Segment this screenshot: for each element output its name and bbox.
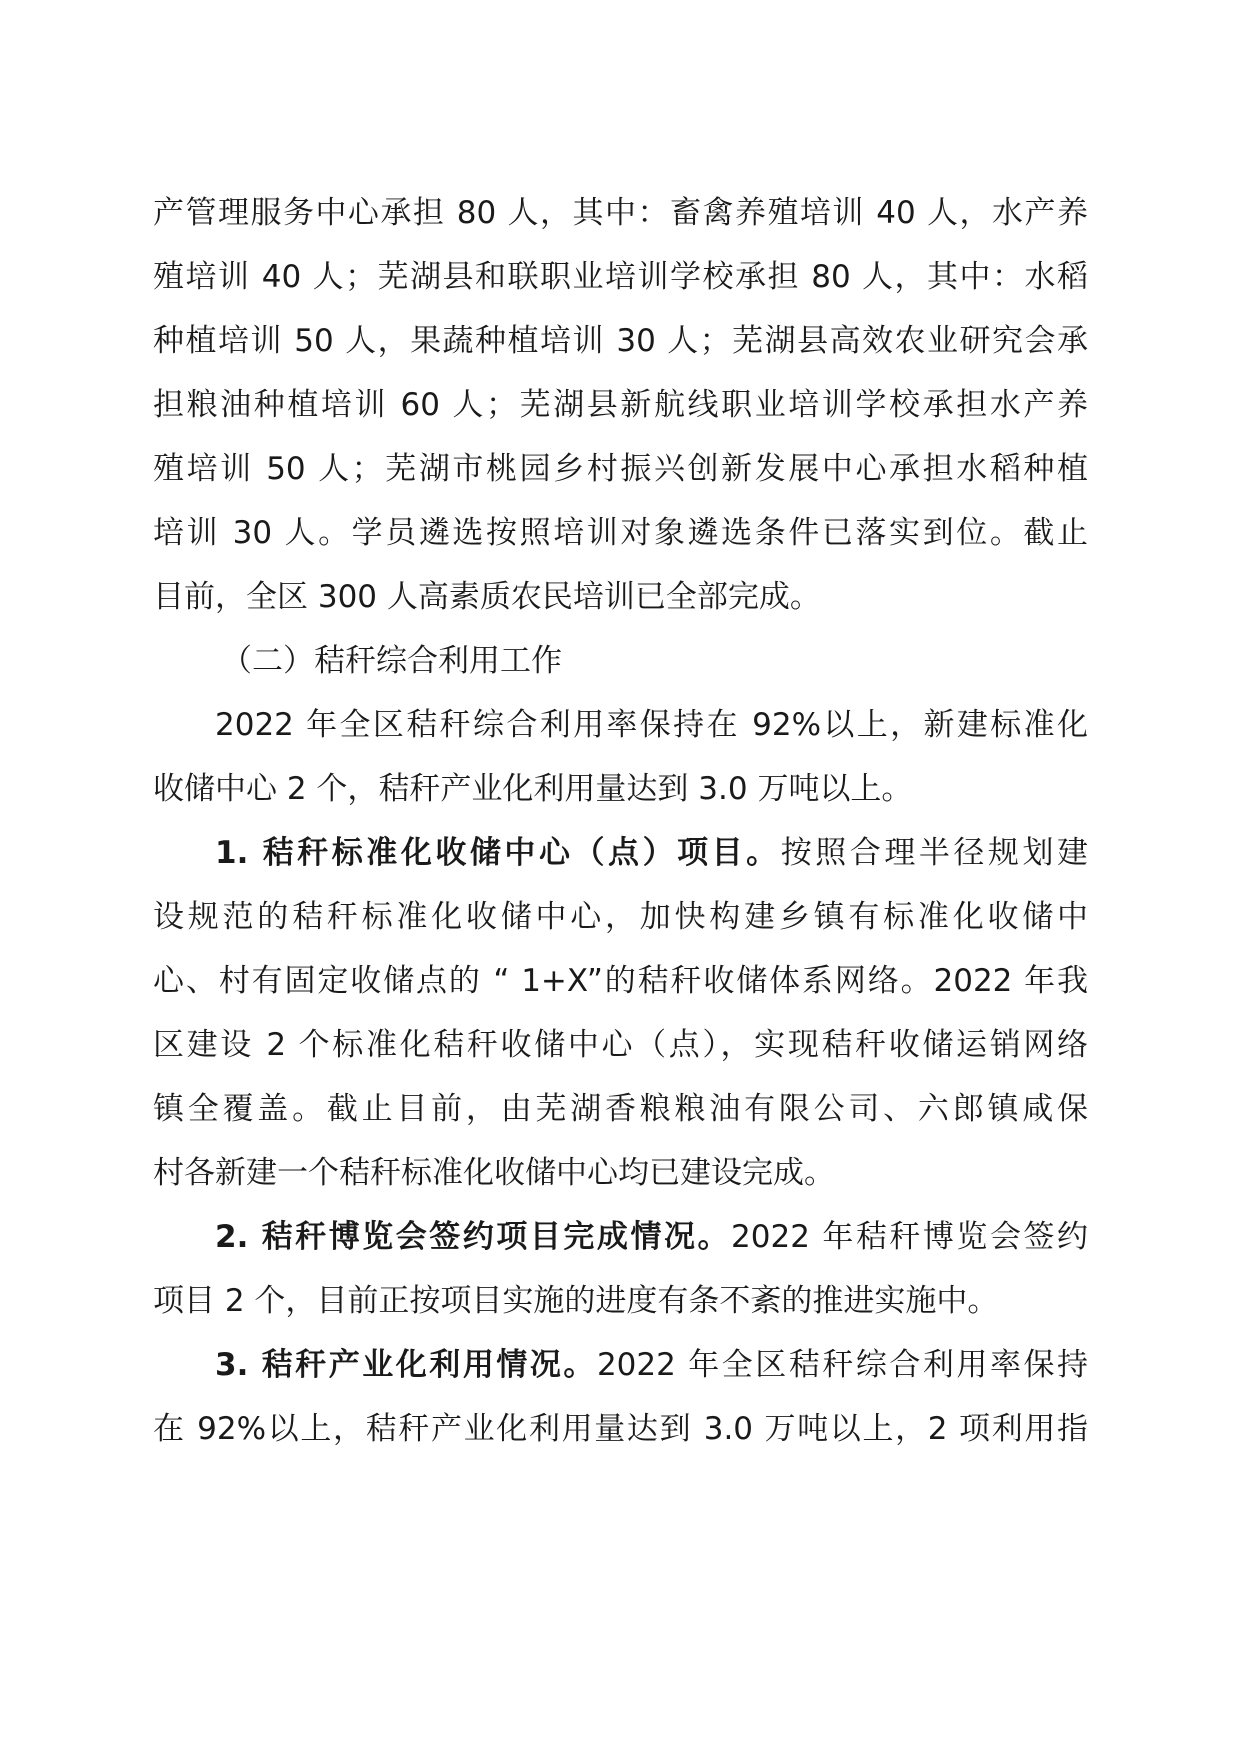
text-line: 目前，全区 300 人高素质农民培训已全部完成。 — [153, 579, 821, 615]
item-expo-projects — [153, 1205, 1088, 1333]
paragraph-straw-summary — [153, 693, 1088, 821]
text-line: 殖培训 50 人；芜湖市桃园乡村振兴创新发展中心承担水稻种植 — [153, 451, 1088, 487]
paragraph-training — [153, 181, 1088, 629]
text-line: 种植培训 50 人，果蔬种植培训 30 人；芜湖县高效农业研究会承 — [153, 323, 1088, 359]
text-line: 区建设 2 个标准化秸秆收储中心（点），实现秸秆收储运销网络 — [153, 1027, 1088, 1063]
item-industrial-utilization — [153, 1333, 1088, 1461]
item-title: 1. 秸秆标准化收储中心（点）项目。 — [215, 835, 781, 871]
item-title: 2. 秸秆博览会签约项目完成情况。 — [215, 1219, 732, 1255]
item-text: 2022 年全区秸秆综合利用率保持 — [596, 1347, 1089, 1383]
item-title: 3. 秸秆产业化利用情况。 — [215, 1347, 597, 1383]
text-line: 收储中心 2 个，秸秆产业化利用量达到 3.0 万吨以上。 — [153, 771, 913, 807]
item-first-line — [153, 1333, 1088, 1397]
text-line: 村各新建一个秸秆标准化收储中心均已建设完成。 — [153, 1155, 835, 1191]
text-line: 担粮油种植培训 60 人；芜湖县新航线职业培训学校承担水产养 — [153, 387, 1088, 423]
item-first-line — [153, 821, 1088, 885]
text-line: 2022 年全区秸秆综合利用率保持在 92%以上，新建标准化 — [215, 707, 1088, 743]
text-line: 培训 30 人。学员遴选按照培训对象遴选条件已落实到位。截止 — [153, 515, 1088, 551]
item-text: 2022 年秸秆博览会签约 — [731, 1219, 1089, 1255]
item-first-line — [153, 1205, 1088, 1269]
text-line: 设规范的秸秆标准化收储中心，加快构建乡镇有标准化收储中 — [153, 899, 1088, 935]
text-line: 产管理服务中心承担 80 人，其中：畜禽养殖培训 40 人，水产养 — [153, 195, 1088, 231]
text-line: 项目 2 个，目前正按项目实施的进度有条不紊的推进实施中。 — [153, 1283, 999, 1319]
document-page — [153, 181, 1088, 1461]
item-storage-center — [153, 821, 1088, 1205]
text-line: 镇全覆盖。截止目前，由芜湖香粮粮油有限公司、六郎镇咸保 — [153, 1091, 1088, 1127]
section-heading: （二）秸秆综合利用工作 — [221, 643, 562, 679]
item-text: 按照合理半径规划建 — [780, 835, 1089, 871]
text-line: 殖培训 40 人；芜湖县和联职业培训学校承担 80 人，其中：水稻 — [153, 259, 1088, 295]
text-line: 在 92%以上，秸秆产业化利用量达到 3.0 万吨以上，2 项利用指 — [153, 1411, 1088, 1447]
text-line: 心、村有固定收储点的 “ 1+X”的秸秆收储体系网络。2022 年我 — [153, 963, 1088, 999]
